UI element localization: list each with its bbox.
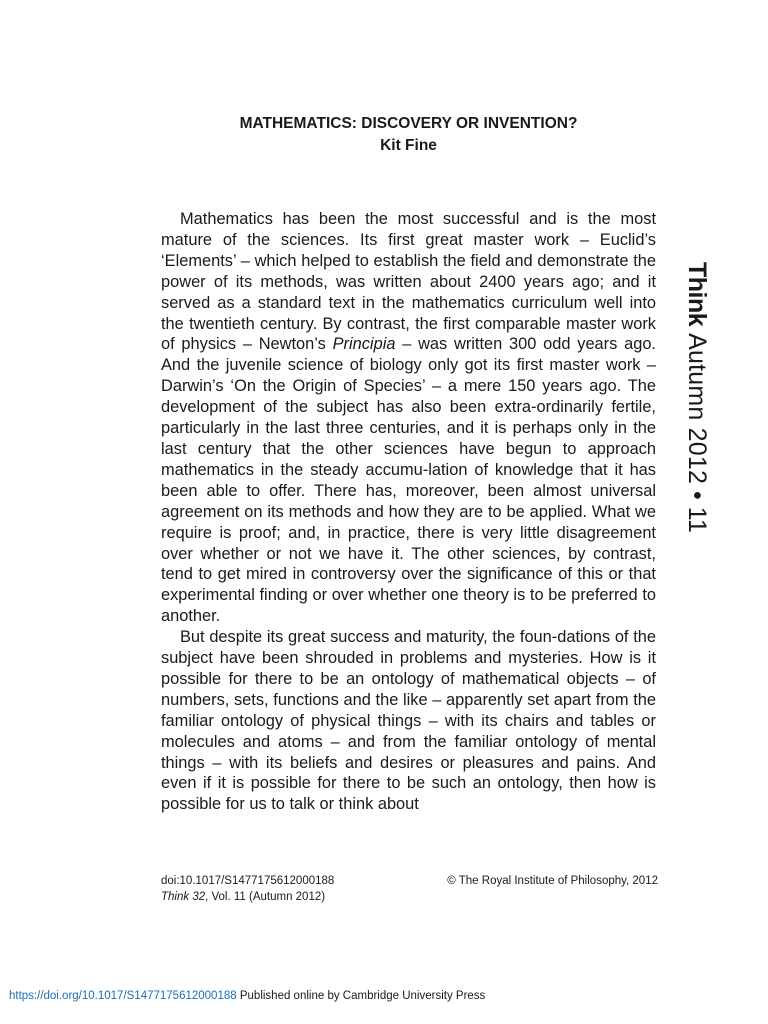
page-number: 11 xyxy=(683,506,711,534)
paragraph-2: But despite its great success and maturity, the foun-dations of the subject have been shrouded in problems and mysteries. How is it possible for there to be an ontology of mathematical objects – of numbers, sets, functions and the like – apparently set apart from the familiar ontology of physical things – with its chairs and tables or molecules and atoms – and from the familiar ontology of mental things – with its beliefs and desires or pleasures and pains. And even if it is possible for there to be such an ontology, then how is possible for us to talk or think about xyxy=(161,628,656,814)
article-body xyxy=(161,209,656,815)
cambridge-footer xyxy=(9,989,485,1003)
running-head-vertical xyxy=(681,262,712,533)
journal-issue-italic: Think 32 xyxy=(161,891,206,903)
article-title: MATHEMATICS: DISCOVERY OR INVENTION? xyxy=(239,115,578,132)
paragraph-1-part-b: – was written 300 odd years ago. And the juvenile science of biology only got its first master work – Darwin’s ‘On the Origin of Species’ – a mere 150 years ago. The development of the subject has also been extra-ordinarily fertile, particularly in the last three centuries, and it is perhaps only in the last century that the other sciences have begun to approach mathematics in the steady accumu-lation of knowledge that it has been able to offer. There has, moreover, been almost universal agreement on its methods and how they are to be applied. What we require is proof; and, in practice, there is very little disagreement over whether or not we have it. The other sciences, by contrast, tend to get mired in controversy over the significance of this or that experimental finding or over whether one theory is to be preferred to another. xyxy=(161,335,656,626)
doi-text: doi:10.1017/S1477175612000188 xyxy=(161,875,335,887)
article-footnote xyxy=(161,873,658,905)
issue-label: Autumn 2012 xyxy=(683,333,711,485)
journal-name: Think xyxy=(683,262,711,327)
volume-text: , Vol. 11 (Autumn 2012) xyxy=(205,891,326,903)
bullet-separator: • xyxy=(683,491,711,500)
principia-italic: Principia xyxy=(332,335,396,354)
paragraph-1-part-a: Mathematics has been the most successful and is the most mature of the sciences. Its first great master work – Euclid’s ‘Elements’ – which helped to establish the field and demonstrate the power of its methods, was written about 2400 years ago; and it served as a standard text in the mathematics curriculum well into the twentieth century. By contrast, the first comparable master work of physics – Newton’s xyxy=(161,210,656,354)
copyright-text: © The Royal Institute of Philosophy, 2012 xyxy=(447,875,658,887)
article-author: Kit Fine xyxy=(380,137,437,154)
doi-link[interactable]: https://doi.org/10.1017/S1477175612000188 xyxy=(9,990,237,1002)
published-online-text: Published online by Cambridge University Press xyxy=(236,990,486,1002)
article-header xyxy=(160,113,657,157)
paragraph-1 xyxy=(161,209,656,627)
